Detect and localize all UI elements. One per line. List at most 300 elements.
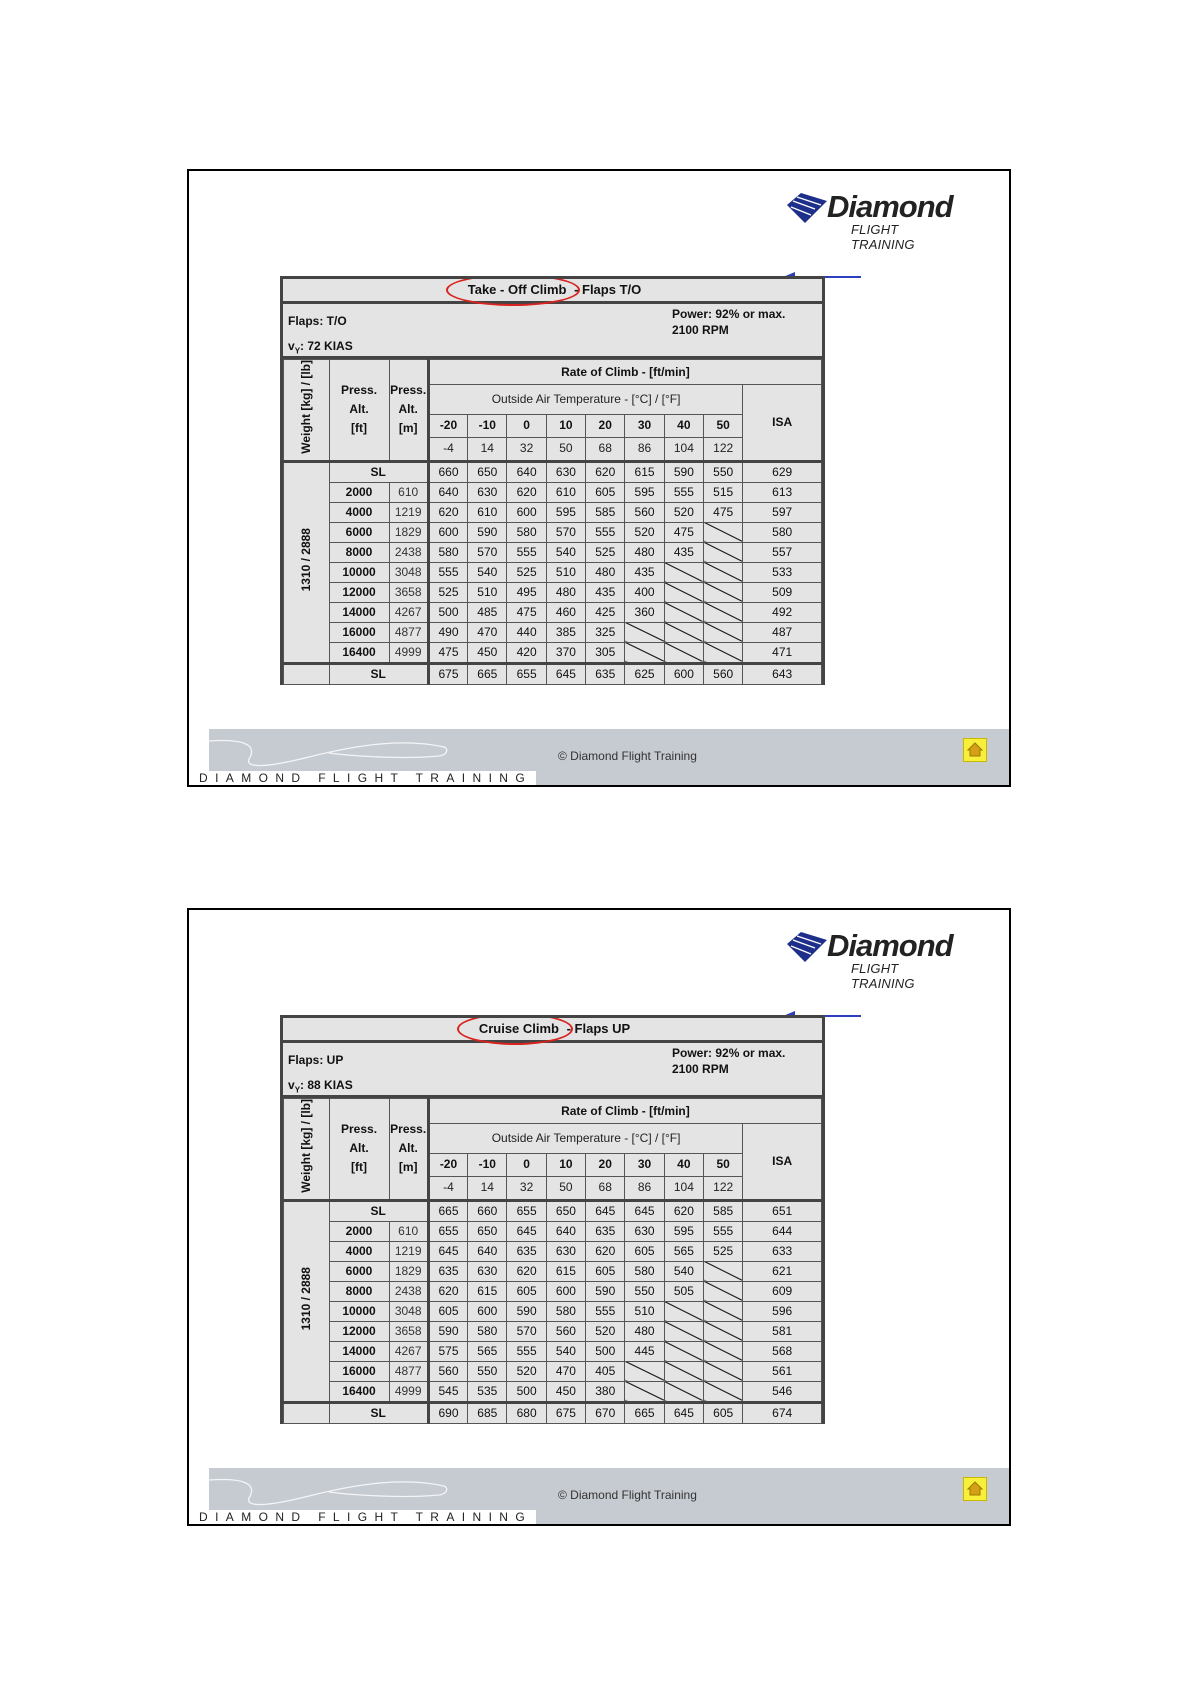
climb-rate-cell: 520 bbox=[586, 1321, 625, 1341]
climb-rate-cell: 475 bbox=[664, 522, 703, 542]
not-applicable-cell bbox=[664, 622, 703, 642]
altitude-m: 4267 bbox=[389, 1341, 428, 1361]
slide-cruise-climb bbox=[187, 908, 1011, 1526]
altitude-m: 1829 bbox=[389, 522, 428, 542]
isa-rate-cell: 596 bbox=[743, 1301, 822, 1321]
altitude-ft: 4000 bbox=[329, 1241, 389, 1261]
climb-rate-cell: 305 bbox=[586, 642, 625, 663]
not-applicable-cell bbox=[625, 622, 664, 642]
temp-c-header: 0 bbox=[507, 414, 546, 437]
altitude-ft: 16000 bbox=[329, 1361, 389, 1381]
climb-rate-cell: 570 bbox=[546, 522, 585, 542]
altitude-ft: 10000 bbox=[329, 562, 389, 582]
altitude-ft: 16000 bbox=[329, 622, 389, 642]
climb-rate-cell: 325 bbox=[586, 622, 625, 642]
climb-rate-cell: 560 bbox=[546, 1321, 585, 1341]
climb-rate-cell: 440 bbox=[507, 622, 546, 642]
climb-rate-cell: 620 bbox=[507, 1261, 546, 1281]
climb-rate-cell: 475 bbox=[704, 502, 743, 522]
footer-copyright: © Diamond Flight Training bbox=[558, 749, 697, 763]
climb-rate-cell: 560 bbox=[428, 1361, 467, 1381]
climb-rate-cell: 525 bbox=[586, 542, 625, 562]
table-row bbox=[284, 1341, 822, 1361]
table-row bbox=[284, 1321, 822, 1341]
temp-f-header: 122 bbox=[704, 437, 743, 461]
home-button[interactable] bbox=[963, 1477, 987, 1501]
temp-c-header: -10 bbox=[468, 414, 507, 437]
temp-c-header: 40 bbox=[664, 414, 703, 437]
climb-rate-cell: 580 bbox=[625, 1261, 664, 1281]
isa-rate-cell: 613 bbox=[743, 482, 822, 502]
weight-header: Weight [kg] / [lb] bbox=[284, 1099, 330, 1201]
isa-rate-cell: 546 bbox=[743, 1381, 822, 1402]
climb-rate-cell: 605 bbox=[586, 1261, 625, 1281]
table-row bbox=[284, 482, 822, 502]
footer-brand: DIAMOND FLIGHT TRAINING bbox=[195, 771, 536, 785]
logo-name: Diamond bbox=[827, 189, 953, 224]
climb-rate-cell: 500 bbox=[507, 1381, 546, 1402]
altitude-m: 4999 bbox=[389, 1381, 428, 1402]
table-row bbox=[284, 1381, 822, 1402]
climb-rate-cell: 660 bbox=[428, 461, 467, 482]
logo-subtitle: FLIGHT TRAINING bbox=[851, 961, 915, 991]
vy-label: v bbox=[288, 339, 295, 353]
climb-rate-cell: 555 bbox=[507, 1341, 546, 1361]
isa-rate-cell: 581 bbox=[743, 1321, 822, 1341]
table-row bbox=[284, 582, 822, 602]
table-title bbox=[283, 1018, 822, 1043]
isa-rate-cell: 629 bbox=[743, 461, 822, 482]
climb-rate-cell: 660 bbox=[468, 1200, 507, 1221]
climb-rate-cell: 520 bbox=[664, 502, 703, 522]
temp-f-header: 50 bbox=[546, 1176, 585, 1200]
power-line-2: 2100 RPM bbox=[672, 323, 729, 337]
altitude-m: 610 bbox=[389, 1221, 428, 1241]
climb-rate-cell: 570 bbox=[468, 542, 507, 562]
not-applicable-cell bbox=[664, 1341, 703, 1361]
table-row bbox=[284, 1301, 822, 1321]
not-applicable-cell bbox=[625, 1361, 664, 1381]
isa-rate-cell: 621 bbox=[743, 1261, 822, 1281]
table-row bbox=[284, 602, 822, 622]
table-row bbox=[284, 502, 822, 522]
slide-footer bbox=[199, 729, 1009, 785]
climb-rate-cell: 400 bbox=[625, 582, 664, 602]
temp-f-header: 32 bbox=[507, 1176, 546, 1200]
press-alt-ft-header: Press. Alt. [ft] bbox=[329, 360, 389, 462]
climb-rate-cell: 485 bbox=[468, 602, 507, 622]
table-row-partial bbox=[284, 663, 822, 684]
climb-rate-cell: 560 bbox=[625, 502, 664, 522]
temp-f-header: 104 bbox=[664, 1176, 703, 1200]
climb-rate-cell: 480 bbox=[546, 582, 585, 602]
not-applicable-cell bbox=[664, 1321, 703, 1341]
altitude-m: 2438 bbox=[389, 542, 428, 562]
climb-rate-cell: 665 bbox=[468, 663, 507, 684]
diamond-logo-icon bbox=[785, 191, 829, 225]
temp-c-header: 30 bbox=[625, 414, 664, 437]
climb-rate-cell: 580 bbox=[507, 522, 546, 542]
temp-f-header: 104 bbox=[664, 437, 703, 461]
climb-rate-cell: 650 bbox=[468, 1221, 507, 1241]
altitude-m: 3048 bbox=[389, 1301, 428, 1321]
not-applicable-cell bbox=[704, 1301, 743, 1321]
climb-rate-cell: 505 bbox=[664, 1281, 703, 1301]
climb-rate-cell: 525 bbox=[704, 1241, 743, 1261]
not-applicable-cell bbox=[704, 582, 743, 602]
isa-rate-cell: 561 bbox=[743, 1361, 822, 1381]
climb-rate-cell: 610 bbox=[546, 482, 585, 502]
altitude-ft: 14000 bbox=[329, 602, 389, 622]
power-setting bbox=[672, 1045, 785, 1077]
not-applicable-cell bbox=[625, 1381, 664, 1402]
climb-rate-cell: 595 bbox=[664, 1221, 703, 1241]
climb-rate-cell: 435 bbox=[586, 582, 625, 602]
climb-rate-cell: 590 bbox=[664, 461, 703, 482]
weight-header: Weight [kg] / [lb] bbox=[284, 360, 330, 462]
climb-rate-cell: 435 bbox=[625, 562, 664, 582]
not-applicable-cell bbox=[664, 642, 703, 663]
temp-c-header: -20 bbox=[428, 414, 467, 437]
not-applicable-cell bbox=[704, 522, 743, 542]
climb-rate-cell: 630 bbox=[546, 461, 585, 482]
climb-rate-cell: 655 bbox=[428, 1221, 467, 1241]
climb-rate-cell: 590 bbox=[586, 1281, 625, 1301]
temp-f-header: 122 bbox=[704, 1176, 743, 1200]
not-applicable-cell bbox=[664, 1361, 703, 1381]
climb-rate-cell: 590 bbox=[428, 1321, 467, 1341]
climb-rate-cell: 550 bbox=[625, 1281, 664, 1301]
temp-c-header: 50 bbox=[704, 414, 743, 437]
climb-rate-cell: 650 bbox=[468, 461, 507, 482]
climb-rate-cell: 620 bbox=[586, 1241, 625, 1261]
isa-rate-cell: 609 bbox=[743, 1281, 822, 1301]
altitude-m: 1219 bbox=[389, 502, 428, 522]
climb-rate-cell: 565 bbox=[664, 1241, 703, 1261]
altitude-m: 4877 bbox=[389, 1361, 428, 1381]
logo-name: Diamond bbox=[827, 928, 953, 963]
climb-rate-cell: 690 bbox=[428, 1402, 467, 1423]
climb-rate-cell: 540 bbox=[546, 1341, 585, 1361]
climb-rate-cell: 515 bbox=[704, 482, 743, 502]
climb-rate-cell: 600 bbox=[468, 1301, 507, 1321]
title-highlight: Cruise Climb bbox=[475, 1018, 563, 1040]
climb-rate-cell: 460 bbox=[546, 602, 585, 622]
climb-rate-cell: 600 bbox=[664, 663, 703, 684]
climb-rate-cell: 590 bbox=[468, 522, 507, 542]
isa-rate-cell: 633 bbox=[743, 1241, 822, 1261]
altitude-ft: 6000 bbox=[329, 1261, 389, 1281]
climb-rate-cell: 600 bbox=[507, 502, 546, 522]
altitude-ft: SL bbox=[329, 1200, 428, 1221]
altitude-ft: 12000 bbox=[329, 1321, 389, 1341]
altitude-ft: SL bbox=[329, 1402, 428, 1423]
temp-c-header: 50 bbox=[704, 1153, 743, 1176]
temp-c-header: 20 bbox=[586, 1153, 625, 1176]
footer-brand: DIAMOND FLIGHT TRAINING bbox=[195, 1510, 536, 1524]
footer-copyright: © Diamond Flight Training bbox=[558, 1488, 697, 1502]
climb-rate-cell: 535 bbox=[468, 1381, 507, 1402]
altitude-ft: 10000 bbox=[329, 1301, 389, 1321]
vy-subscript: Y bbox=[294, 346, 301, 356]
climb-rate-cell: 670 bbox=[586, 1402, 625, 1423]
climb-rate-cell: 555 bbox=[664, 482, 703, 502]
climb-rate-cell: 675 bbox=[428, 663, 467, 684]
climb-rate-cell: 475 bbox=[507, 602, 546, 622]
altitude-m: 3658 bbox=[389, 582, 428, 602]
not-applicable-cell bbox=[664, 602, 703, 622]
climb-rate-cell: 475 bbox=[428, 642, 467, 663]
isa-rate-cell: 487 bbox=[743, 622, 822, 642]
table-row bbox=[284, 542, 822, 562]
altitude-m: 4877 bbox=[389, 622, 428, 642]
climb-rate-cell: 665 bbox=[428, 1200, 467, 1221]
power-line-1: Power: 92% or max. bbox=[672, 307, 786, 321]
climb-rate-cell: 620 bbox=[428, 1281, 467, 1301]
climb-rate-cell: 520 bbox=[507, 1361, 546, 1381]
climb-rate-cell: 385 bbox=[546, 622, 585, 642]
config-info bbox=[283, 304, 822, 359]
isa-rate-cell: 568 bbox=[743, 1341, 822, 1361]
isa-rate-cell: 509 bbox=[743, 582, 822, 602]
power-line-2: 2100 RPM bbox=[672, 1062, 729, 1076]
temp-c-header: 0 bbox=[507, 1153, 546, 1176]
not-applicable-cell bbox=[704, 1261, 743, 1281]
climb-rate-cell: 665 bbox=[625, 1402, 664, 1423]
temp-c-header: 10 bbox=[546, 414, 585, 437]
isa-header: ISA bbox=[743, 385, 822, 462]
rate-header: Rate of Climb - [ft/min] bbox=[428, 360, 821, 385]
not-applicable-cell bbox=[664, 1301, 703, 1321]
climb-rate-cell: 615 bbox=[625, 461, 664, 482]
isa-rate-cell: 651 bbox=[743, 1200, 822, 1221]
not-applicable-cell bbox=[704, 1381, 743, 1402]
climb-rate-cell: 360 bbox=[625, 602, 664, 622]
climb-rate-cell: 500 bbox=[586, 1341, 625, 1361]
table-row bbox=[284, 1261, 822, 1281]
temp-f-header: -4 bbox=[428, 437, 467, 461]
power-line-1: Power: 92% or max. bbox=[672, 1046, 786, 1060]
not-applicable-cell bbox=[704, 562, 743, 582]
climb-rate-cell: 635 bbox=[586, 663, 625, 684]
altitude-ft: 16400 bbox=[329, 642, 389, 663]
climb-rate-cell: 555 bbox=[586, 522, 625, 542]
altitude-m: 2438 bbox=[389, 1281, 428, 1301]
temp-c-header: 20 bbox=[586, 414, 625, 437]
table-row bbox=[284, 1221, 822, 1241]
climb-rate-cell: 635 bbox=[507, 1241, 546, 1261]
climb-rate-cell: 640 bbox=[428, 482, 467, 502]
isa-rate-cell: 674 bbox=[743, 1402, 822, 1423]
altitude-m: 610 bbox=[389, 482, 428, 502]
climb-rate-cell: 525 bbox=[507, 562, 546, 582]
climb-rate-cell: 620 bbox=[586, 461, 625, 482]
not-applicable-cell bbox=[664, 1381, 703, 1402]
climb-rate-cell: 555 bbox=[428, 562, 467, 582]
not-applicable-cell bbox=[704, 642, 743, 663]
climb-rate-cell: 620 bbox=[428, 502, 467, 522]
climb-rate-cell: 480 bbox=[625, 542, 664, 562]
temp-f-header: 50 bbox=[546, 437, 585, 461]
oat-header: Outside Air Temperature - [°C] / [°F] bbox=[428, 385, 743, 415]
climb-rate-cell: 680 bbox=[507, 1402, 546, 1423]
not-applicable-cell bbox=[704, 1361, 743, 1381]
climb-rate-cell: 510 bbox=[546, 562, 585, 582]
climb-rate-cell: 630 bbox=[625, 1221, 664, 1241]
oat-header: Outside Air Temperature - [°C] / [°F] bbox=[428, 1124, 743, 1154]
temp-f-header: 86 bbox=[625, 1176, 664, 1200]
temp-f-header: 68 bbox=[586, 1176, 625, 1200]
temp-f-header: 86 bbox=[625, 437, 664, 461]
temp-c-header: 40 bbox=[664, 1153, 703, 1176]
temp-f-header: 68 bbox=[586, 437, 625, 461]
climb-rate-cell: 595 bbox=[625, 482, 664, 502]
climb-rate-cell: 470 bbox=[468, 622, 507, 642]
altitude-ft: 12000 bbox=[329, 582, 389, 602]
climb-rate-cell: 580 bbox=[428, 542, 467, 562]
climb-rate-cell: 570 bbox=[507, 1321, 546, 1341]
home-button[interactable] bbox=[963, 738, 987, 762]
temp-f-header: 32 bbox=[507, 437, 546, 461]
logo-subtitle: FLIGHT TRAINING bbox=[851, 222, 915, 252]
table-row bbox=[284, 562, 822, 582]
altitude-ft: 6000 bbox=[329, 522, 389, 542]
climb-rate-cell: 540 bbox=[664, 1261, 703, 1281]
temp-c-header: 10 bbox=[546, 1153, 585, 1176]
vy-value: : 88 KIAS bbox=[300, 1078, 353, 1092]
altitude-ft: 2000 bbox=[329, 482, 389, 502]
altitude-ft: SL bbox=[329, 663, 428, 684]
climb-rate-cell: 655 bbox=[507, 1200, 546, 1221]
climb-rate-cell: 380 bbox=[586, 1381, 625, 1402]
not-applicable-cell bbox=[704, 622, 743, 642]
not-applicable-cell bbox=[704, 1281, 743, 1301]
title-highlight: Take - Off Climb bbox=[464, 279, 571, 301]
altitude-m: 3658 bbox=[389, 1321, 428, 1341]
isa-rate-cell: 597 bbox=[743, 502, 822, 522]
table-title bbox=[283, 279, 822, 304]
isa-rate-cell: 492 bbox=[743, 602, 822, 622]
isa-rate-cell: 471 bbox=[743, 642, 822, 663]
temp-f-header: -4 bbox=[428, 1176, 467, 1200]
press-alt-m-header: Press. Alt. [m] bbox=[389, 360, 428, 462]
climb-rate-cell: 510 bbox=[625, 1301, 664, 1321]
climb-rate-cell: 615 bbox=[546, 1261, 585, 1281]
climb-rate-cell: 420 bbox=[507, 642, 546, 663]
climb-rate-cell: 585 bbox=[586, 502, 625, 522]
climb-rate-cell: 565 bbox=[468, 1341, 507, 1361]
climb-rate-cell: 605 bbox=[586, 482, 625, 502]
climb-rate-cell: 560 bbox=[704, 663, 743, 684]
climb-rate-cell: 640 bbox=[507, 461, 546, 482]
altitude-m: 3048 bbox=[389, 562, 428, 582]
climb-rate-cell: 540 bbox=[468, 562, 507, 582]
not-applicable-cell bbox=[704, 602, 743, 622]
climb-performance-table bbox=[280, 276, 825, 685]
climb-rate-cell: 450 bbox=[546, 1381, 585, 1402]
climb-rate-cell: 640 bbox=[468, 1241, 507, 1261]
climb-rate-cell: 675 bbox=[546, 1402, 585, 1423]
climb-rate-cell: 605 bbox=[625, 1241, 664, 1261]
climb-rate-cell: 555 bbox=[704, 1221, 743, 1241]
climb-rate-cell: 495 bbox=[507, 582, 546, 602]
climb-rate-cell: 540 bbox=[546, 542, 585, 562]
climb-rate-cell: 510 bbox=[468, 582, 507, 602]
climb-rate-cell: 550 bbox=[468, 1361, 507, 1381]
climb-rate-cell: 605 bbox=[507, 1281, 546, 1301]
climb-rate-cell: 490 bbox=[428, 622, 467, 642]
climb-rate-cell: 625 bbox=[625, 663, 664, 684]
diamond-logo-icon bbox=[785, 930, 829, 964]
climb-rate-cell: 615 bbox=[468, 1281, 507, 1301]
not-applicable-cell bbox=[625, 642, 664, 663]
temp-c-header: -20 bbox=[428, 1153, 467, 1176]
climb-rate-cell: 620 bbox=[664, 1200, 703, 1221]
climb-rate-cell: 605 bbox=[704, 1402, 743, 1423]
diamond-logo bbox=[785, 189, 965, 252]
climb-rate-cell: 555 bbox=[507, 542, 546, 562]
climb-rate-cell: 525 bbox=[428, 582, 467, 602]
climb-rate-cell: 470 bbox=[546, 1361, 585, 1381]
slide-take-off-climb bbox=[187, 169, 1011, 787]
weight-group: 1310 / 2888 bbox=[284, 1200, 330, 1402]
climb-rate-cell: 650 bbox=[546, 1200, 585, 1221]
temp-c-header: 30 bbox=[625, 1153, 664, 1176]
weight-group: 1310 / 2888 bbox=[284, 461, 330, 663]
vy-speed bbox=[288, 1078, 353, 1094]
table-row bbox=[284, 1241, 822, 1261]
table-row bbox=[284, 1200, 822, 1221]
press-alt-m-header: Press. Alt. [m] bbox=[389, 1099, 428, 1201]
not-applicable-cell bbox=[704, 542, 743, 562]
not-applicable-cell bbox=[664, 562, 703, 582]
climb-rate-cell: 580 bbox=[468, 1321, 507, 1341]
isa-header: ISA bbox=[743, 1124, 822, 1201]
temp-c-header: -10 bbox=[468, 1153, 507, 1176]
climb-rate-cell: 590 bbox=[507, 1301, 546, 1321]
climb-rate-cell: 550 bbox=[704, 461, 743, 482]
table-row bbox=[284, 642, 822, 663]
flaps-setting: Flaps: UP bbox=[288, 1053, 344, 1067]
climb-rate-cell: 630 bbox=[468, 482, 507, 502]
climb-rate-cell: 630 bbox=[546, 1241, 585, 1261]
altitude-ft: SL bbox=[329, 461, 428, 482]
altitude-ft: 2000 bbox=[329, 1221, 389, 1241]
not-applicable-cell bbox=[664, 582, 703, 602]
config-info bbox=[283, 1043, 822, 1098]
climb-rate-cell: 645 bbox=[507, 1221, 546, 1241]
climb-rate-cell: 480 bbox=[625, 1321, 664, 1341]
climb-rate-cell: 435 bbox=[664, 542, 703, 562]
climb-rate-cell: 450 bbox=[468, 642, 507, 663]
table-row bbox=[284, 1361, 822, 1381]
vy-subscript: Y bbox=[294, 1085, 301, 1095]
climb-rate-cell: 635 bbox=[586, 1221, 625, 1241]
climb-rate-cell: 370 bbox=[546, 642, 585, 663]
altitude-ft: 8000 bbox=[329, 542, 389, 562]
isa-rate-cell: 557 bbox=[743, 542, 822, 562]
press-alt-ft-header: Press. Alt. [ft] bbox=[329, 1099, 389, 1201]
climb-rate-cell: 405 bbox=[586, 1361, 625, 1381]
temp-f-header: 14 bbox=[468, 437, 507, 461]
altitude-m: 4267 bbox=[389, 602, 428, 622]
climb-rate-cell: 630 bbox=[468, 1261, 507, 1281]
vy-speed bbox=[288, 339, 353, 355]
not-applicable-cell bbox=[704, 1321, 743, 1341]
climb-rate-cell: 595 bbox=[546, 502, 585, 522]
climb-rate-cell: 480 bbox=[586, 562, 625, 582]
home-icon bbox=[964, 739, 986, 761]
